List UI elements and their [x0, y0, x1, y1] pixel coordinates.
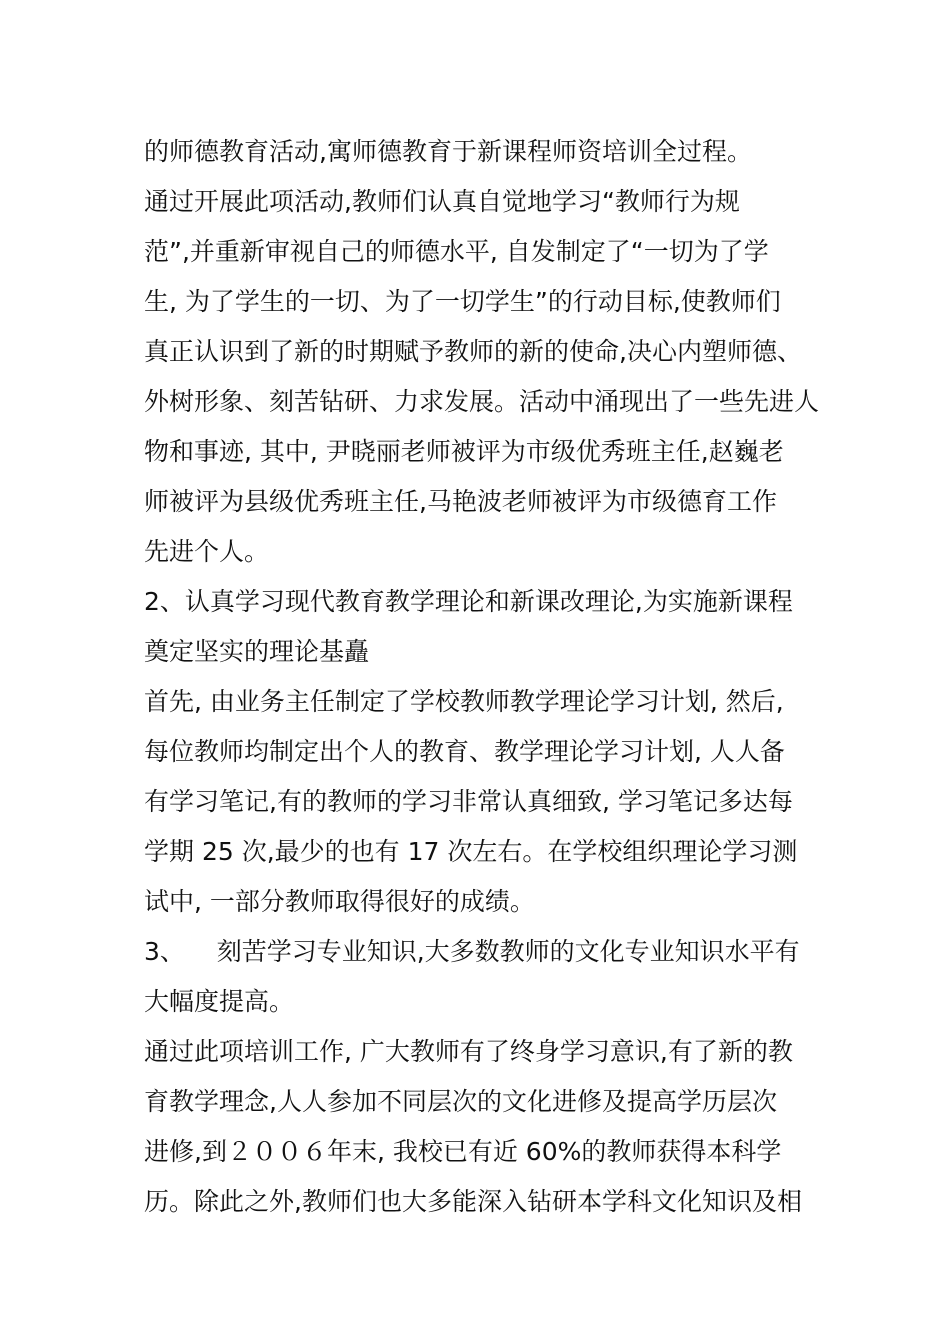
text-line: 育教学理念,人人参加不同层次的文化进修及提高学历层次 — [144, 1087, 777, 1116]
section-heading-2: 2、认真学习现代教育教学理论和新课改理论,为实施新课程 — [144, 587, 793, 616]
text-line: 首先, 由业务主任制定了学校教师教学理论学习计划, 然后, — [144, 687, 784, 716]
text-line: 生, 为了学生的一切、为了一切学生”的行动目标,使教师们 — [144, 287, 781, 316]
text-line: 物和事迹, 其中, 尹晓丽老师被评为市级优秀班主任,赵巍老 — [144, 437, 784, 466]
text-line: 进修,到２００６年末, 我校已有近 60%的教师获得本科学 — [144, 1137, 782, 1166]
text-line: 历。除此之外,教师们也大多能深入钻研本学科文化知识及相 — [144, 1187, 802, 1216]
text-line: 先进个人。 — [144, 537, 270, 566]
text-line: 通过此项培训工作, 广大教师有了终身学习意识,有了新的教 — [144, 1037, 793, 1066]
text-line: 师被评为县级优秀班主任,马艳波老师被评为市级德育工作 — [144, 487, 777, 516]
section-heading-3-cont: 大幅度提高。 — [144, 987, 295, 1016]
text-line: 通过开展此项活动,教师们认真自觉地学习“教师行为规 — [144, 187, 740, 216]
text-line: 真正认识到了新的时期赋予教师的新的使命,决心内塑师德、 — [144, 337, 802, 366]
text-line: 外树形象、刻苦钻研、力求发展。活动中涌现出了一些先进人 — [144, 387, 820, 416]
text-line: 有学习笔记,有的教师的学习非常认真细致, 学习笔记多达每 — [144, 787, 793, 816]
text-line: 学期 25 次,最少的也有 17 次左右。在学校组织理论学习测 — [144, 837, 798, 866]
section-heading-2-cont: 奠定坚实的理论基矗 — [144, 637, 370, 666]
text-line: 的师德教育活动,寓师德教育于新课程师资培训全过程。 — [144, 137, 752, 166]
text-line: 试中, 一部分教师取得很好的成绩。 — [144, 887, 535, 916]
text-line: 范”,并重新审视自己的师德水平, 自发制定了“一切为了学 — [144, 237, 769, 266]
section-heading-3: 3、 刻苦学习专业知识,大多数教师的文化专业知识水平有 — [144, 937, 800, 966]
body-text — [144, 127, 824, 1227]
text-line: 每位教师均制定出个人的教育、教学理论学习计划, 人人备 — [144, 737, 785, 766]
